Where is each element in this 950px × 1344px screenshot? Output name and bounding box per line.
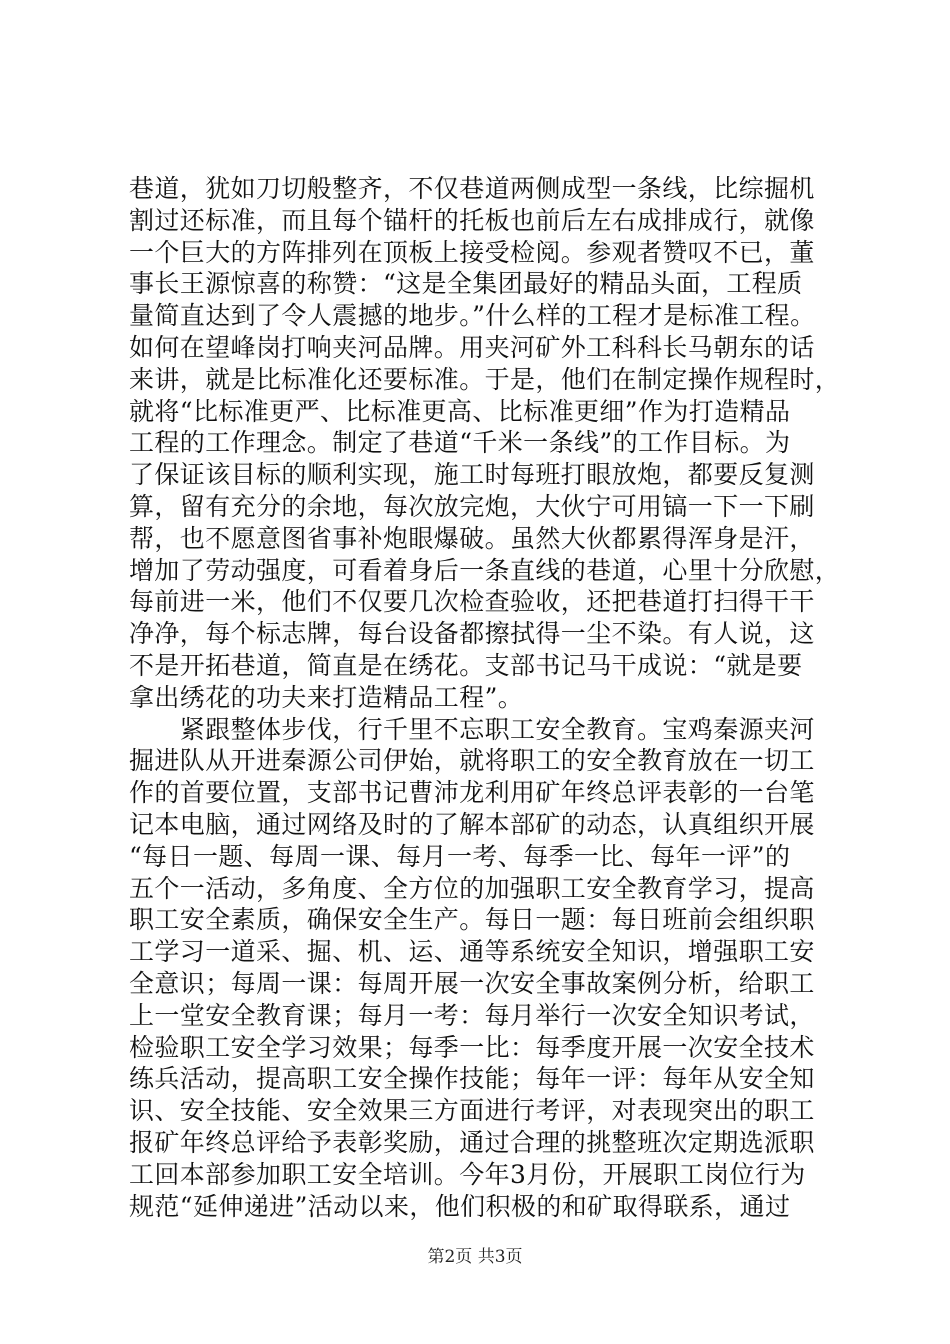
text-line: 报矿年终总评给予表彰奖励，通过合理的挑整班次定期选派职 [129, 1127, 815, 1157]
text-line: 量简直达到了令人震撼的地步。”什么样的工程才是标准工程。 [129, 301, 816, 331]
text-line: 每前进一米，他们不仅要几次检查验收，还把巷道打扫得干干 [129, 587, 815, 617]
text-line: 作的首要位置，支部书记曹沛龙利用矿年终总评表彰的一台笔 [129, 778, 815, 808]
text-line: 五个一活动，多角度、全方位的加强职工安全教育学习，提高 [129, 873, 815, 903]
text-line: 工程的工作理念。制定了巷道“千米一条线”的工作目标。为 [129, 428, 791, 458]
text-line: 帮，也不愿意图省事补炮眼爆破。虽然大伙都累得浑身是汗， [129, 523, 815, 553]
page-footer [0, 1246, 950, 1268]
text-line: 上一堂安全教育课；每月一考：每月举行一次安全知识考试， [129, 1000, 815, 1030]
body-text [129, 173, 839, 1222]
text-line: 一个巨大的方阵排列在顶板上接受检阅。参观者赞叹不已，董 [129, 237, 815, 267]
text-line: 全意识；每周一课：每周开展一次安全事故案例分析，给职工 [129, 968, 815, 998]
text-line: 工学习一道采、掘、机、运、通等系统安全知识，增强职工安 [129, 937, 815, 967]
page-number-label: 第2页 共3页 [427, 1247, 523, 1267]
text-line: 规范“延伸递进”活动以来，他们积极的和矿取得联系，通过 [129, 1191, 791, 1221]
text-line: “每日一题、每周一课、每月一考、每季一比、每年一评”的 [129, 841, 791, 871]
text-line: 掘进队从开进秦源公司伊始，就将职工的安全教育放在一切工 [129, 746, 815, 776]
text-line: 紧跟整体步伐，行千里不忘职工安全教育。宝鸡秦源夹河 [129, 714, 815, 744]
text-line: 拿出绣花的功夫来打造精品工程”。 [129, 682, 524, 712]
text-line: 来讲，就是比标准化还要标准。于是，他们在制定操作规程时， [129, 364, 841, 394]
text-line: 工回本部参加职工安全培训。今年3月份，开展职工岗位行为 [129, 1159, 806, 1189]
text-line: 不是开拓巷道，简直是在绣花。支部书记马干成说：“就是要 [129, 650, 803, 680]
text-line: 记本电脑，通过网络及时的了解本部矿的动态，认真组织开展 [129, 809, 815, 839]
text-line: 事长王源惊喜的称赞：“这是全集团最好的精品头面，工程质 [129, 269, 803, 299]
text-line: 识、安全技能、安全效果三方面进行考评，对表现突出的职工 [129, 1096, 815, 1126]
text-line: 割过还标准，而且每个锚杆的托板也前后左右成排成行，就像 [129, 205, 815, 235]
text-line: 了保证该目标的顺利实现，施工时每班打眼放炮，都要反复测 [129, 460, 815, 490]
text-line: 检验职工安全学习效果；每季一比：每季度开展一次安全技术 [129, 1032, 815, 1062]
text-line: 如何在望峰岗打响夹河品牌。用夹河矿外工科科长马朝东的话 [129, 332, 815, 362]
text-line: 巷道，犹如刀切般整齐，不仅巷道两侧成型一条线，比综掘机 [129, 174, 815, 203]
text-line: 算，留有充分的余地，每次放完炮，大伙宁可用镐一下一下刷 [129, 491, 815, 521]
text-line: 练兵活动，提高职工安全操作技能；每年一评：每年从安全知 [129, 1064, 815, 1094]
text-line: 职工安全素质，确保安全生产。每日一题：每日班前会组织职 [129, 905, 815, 935]
text-line: 净净，每个标志牌，每台设备都擦拭得一尘不染。有人说，这 [129, 619, 815, 649]
text-line: 增加了劳动强度，可看着身后一条直线的巷道，心里十分欣慰， [129, 555, 841, 585]
text-line: 就将“比标准更严、比标准更高、比标准更细”作为打造精品 [129, 396, 791, 426]
